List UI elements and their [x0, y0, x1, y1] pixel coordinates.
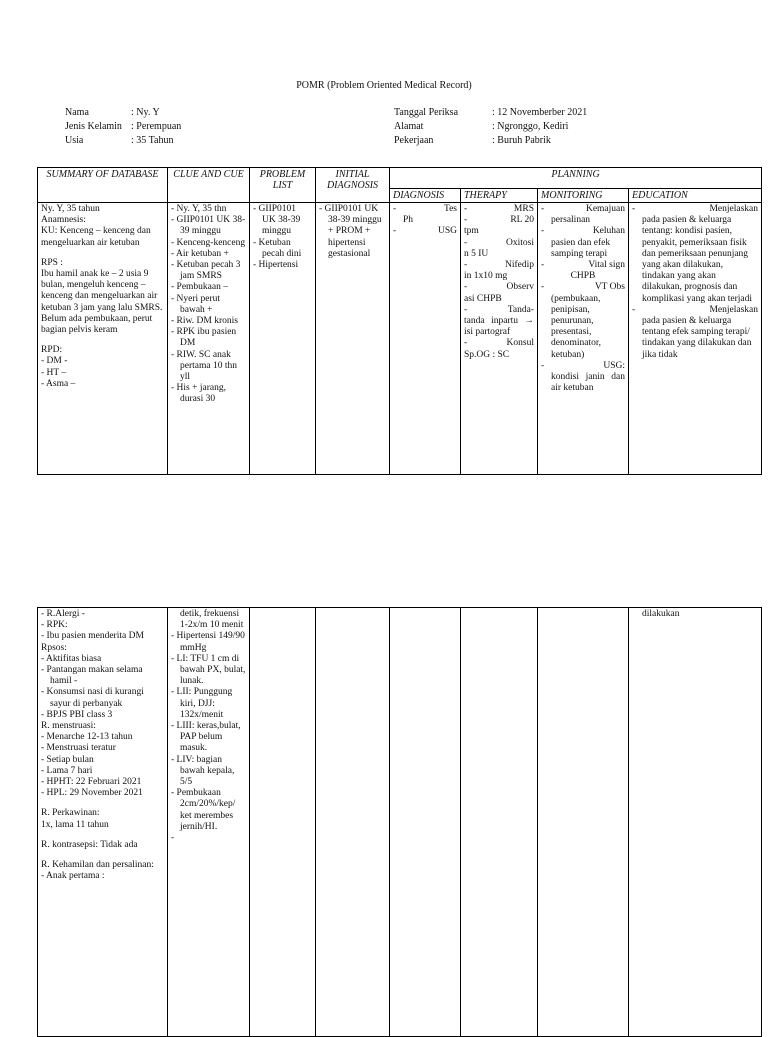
summary-rps-label: RPS : [41, 257, 63, 268]
nama-value: : Ny. Y [131, 107, 160, 118]
summary-cell [38, 203, 168, 475]
problem-list [253, 204, 312, 271]
therapy-item: - Tanda- [464, 304, 534, 315]
jenis-kelamin-value: : Perempuan [131, 121, 182, 132]
therapy-item: - Nifedip [464, 260, 534, 271]
diagnosis-cell-cont [390, 608, 461, 1037]
list-item: - Pantangan makan selama hamil - [41, 665, 164, 687]
list-item: - RIW. SC anak pertama 10 thn yll [171, 350, 246, 384]
clue-cell-cont [168, 608, 250, 1037]
monitoring-item: - Keluhan [541, 226, 625, 237]
problem-cell [250, 203, 316, 475]
list-item: - Menarche 12-13 tahun [41, 732, 164, 743]
header-education: EDUCATION [629, 189, 762, 203]
header-planning: PLANNING [390, 168, 762, 189]
list-item: - Pembukaan 2cm/20%/kep/ ket merembes jernih/HI. [171, 788, 246, 833]
education-item: - Menjelaskan [632, 304, 759, 315]
list-item: - LIII: keras,bulat, PAP belum masuk. [171, 721, 246, 755]
monitoring-item: - Kemajuan [541, 204, 625, 214]
usia-value: : 35 Tahun [131, 135, 174, 146]
monitoring-item: - Vital sign [541, 260, 625, 271]
therapy-item-cont: n 5 IU [464, 248, 489, 259]
summary-kehamilan-label: R. Kehamilan dan persalinan: [41, 860, 154, 871]
monitoring-item: - USG: [541, 360, 625, 371]
list-item: - Ketuban pecah dini [253, 238, 312, 260]
summary-menstruasi-label: R. menstruasi: [41, 721, 96, 732]
tanggal-periksa-label: Tanggal Periksa [394, 107, 459, 118]
monitoring-item-cont: CHPB [570, 271, 596, 282]
list-item: - GIIP0101 UK 38-39 minggu + PROM + hipertensi gestasional [319, 204, 386, 260]
summary-kehamilan-list [41, 871, 164, 882]
header-therapy: THERAPY [461, 189, 538, 203]
therapy-cell [461, 203, 538, 475]
list-item: - HPHT: 22 Februari 2021 [41, 777, 164, 788]
clue-cont-text: detik, frekuensi 1-2x/m 10 menit [180, 609, 244, 631]
monitoring-item: - VT Obs [541, 282, 625, 293]
therapy-item: - Konsul [464, 338, 534, 349]
pekerjaan-label: Pekerjaan [394, 135, 434, 146]
monitoring-cell-cont [538, 608, 629, 1037]
therapy-item-cont: in 1x10 mg [464, 271, 508, 282]
summary-cell-cont [38, 608, 168, 1037]
jenis-kelamin-label: Jenis Kelamin [65, 121, 122, 132]
list-item: - Lama 7 hari [41, 766, 164, 777]
list-item: - Aktifitas biasa [41, 654, 164, 665]
initial-diagnosis-list [319, 204, 386, 260]
monitoring-item-cont: pasien dan efek samping terapi [551, 237, 611, 259]
diagnosis-cell [390, 203, 461, 475]
summary-rpd-label: RPD: [41, 345, 63, 356]
therapy-item-cont: Sp.OG : SC [464, 349, 510, 360]
summary-rpsos-list [41, 654, 164, 721]
summary-rpd-list [41, 356, 164, 390]
summary-perkawinan-value: 1x, lama 11 tahun [41, 819, 109, 830]
list-item: - Anak pertama : [41, 871, 164, 882]
therapy-item: - RL 20 [464, 215, 534, 226]
education-item-cont: pada pasien & keluarga tentang efek samping terapi/ tindakan yang dilakukan dan jika tidak [642, 316, 752, 360]
summary-alergi-list [41, 609, 164, 643]
nama-label: Nama [65, 107, 89, 118]
tanggal-periksa-value: : 12 Novemberber 2021 [492, 107, 588, 118]
summary-perkawinan-label: R. Perkawinan: [41, 808, 100, 819]
list-item: - Nyeri perut bawah + [171, 294, 246, 316]
header-clue-and-cue: CLUE AND CUE [168, 168, 250, 203]
list-item: - BPJS PBI class 3 [41, 710, 164, 721]
initial-diagnosis-cell-cont [316, 608, 390, 1037]
list-item: - Setiap bulan [41, 755, 164, 766]
monitoring-cell [538, 203, 629, 475]
monitoring-item-cont: kondisi janin dan air ketuban [551, 372, 625, 394]
list-item: - RPK ibu pasien DM [171, 327, 246, 349]
list-item: - GIIP0101 UK 38-39 minggu [171, 215, 246, 237]
header-initial-diagnosis: INITIAL DIAGNOSIS [316, 168, 390, 203]
summary-rpsos-label: Rpsos: [41, 642, 67, 653]
document-title: POMR (Problem Oriented Medical Record) [296, 80, 472, 91]
header-monitoring: MONITORING [538, 189, 629, 203]
alamat-value: : Ngronggo, Kediri [492, 121, 569, 132]
summary-patient-line: Ny. Y, 35 tahun [41, 204, 100, 214]
list-item: - RPK: [41, 620, 164, 631]
problem-cell-cont [250, 608, 316, 1037]
summary-anamnesis-label: Anamnesis: [41, 215, 86, 226]
clue-cell [168, 203, 250, 475]
patient-info-right [394, 106, 587, 148]
summary-menstruasi-list [41, 732, 164, 799]
therapy-cell-cont [461, 608, 538, 1037]
diagnosis-item-cont: Ph [403, 215, 414, 226]
education-item: - Menjelaskan [632, 204, 759, 214]
list-item: - Konsumsi nasi di kurangi sayur di perbanyak [41, 687, 164, 709]
alamat-label: Alamat [394, 121, 424, 132]
therapy-item: - Observ [464, 282, 534, 293]
list-item: - HT – [41, 368, 164, 379]
list-item: - DM - [41, 356, 164, 367]
list-item: - Kenceng-kenceng [171, 238, 246, 249]
list-item: - R.Alergi - [41, 609, 164, 620]
summary-keluhan-utama: KU: Kenceng – kenceng dan mengeluarkan air ketuban [41, 226, 151, 248]
therapy-item: - Oxitosi [464, 237, 534, 248]
list-item: - Ibu pasien menderita DM [41, 631, 164, 642]
therapy-item-cont: asi CHPB [464, 293, 502, 304]
education-cell [629, 203, 762, 475]
diagnosis-item: - Tes [393, 204, 457, 214]
list-item: - LIV: bagian bawah kepala, 5/5 [171, 755, 246, 789]
patient-info-left [65, 106, 181, 148]
list-item: - GIIP0101 UK 38-39 minggu [253, 204, 312, 238]
therapy-item-cont: tpm [464, 226, 479, 237]
diagnosis-item: - USG [393, 226, 457, 237]
pomr-table-page1 [37, 167, 762, 475]
list-item: - Pembukaan – [171, 282, 246, 293]
clue-list [171, 204, 246, 406]
list-item: - LI: TFU 1 cm di bawah PX, bulat, lunak. [171, 654, 246, 688]
list-item: - LII: Punggung kiri, DJJ: 132x/menit [171, 687, 246, 721]
monitoring-item-cont: (pembukaan, penipisan, penurunan, presentasi, denominator, ketuban) [551, 293, 602, 360]
list-item: - Ny. Y, 35 thn [171, 204, 246, 215]
monitoring-item-cont: persalinan [551, 215, 591, 226]
list-item: - Asma – [41, 379, 164, 390]
therapy-item: - MRS [464, 204, 534, 214]
education-cell-cont [629, 608, 762, 1037]
header-problem-list: PROBLEM LIST [250, 168, 316, 203]
list-item: - Riw. DM kronis [171, 316, 246, 327]
education-cont-text: dilakukan [642, 609, 680, 619]
usia-label: Usia [65, 135, 84, 146]
list-item: - HPL: 29 November 2021 [41, 788, 164, 799]
summary-kontrasepsi: R. kontrasepsi: Tidak ada [41, 839, 138, 850]
header-summary: SUMMARY OF DATABASE [38, 168, 168, 203]
pomr-table-page2 [37, 607, 762, 1037]
education-item-cont: pada pasien & keluarga tentang: kondisi pasien, penyakit, pemeriksaan fisik dan pemeriksaan penunjang yang akan dilakukan, tindakan yang akan dilakukan, prognosis dan komplikasi yang akan terjadi [642, 215, 753, 304]
list-item: - Menstruasi teratur [41, 743, 164, 754]
clue-list-cont [171, 631, 246, 844]
summary-rps-text: Ibu hamil anak ke – 2 usia 9 bulan, mengeluh kenceng – kenceng dan mengeluarkan air ketuban 3 jam yang lalu SMRS. Belum ada pembukaan, perut bagian pelvis keram [41, 269, 163, 336]
list-item [171, 833, 246, 844]
pekerjaan-value: : Buruh Pabrik [492, 135, 551, 146]
initial-diagnosis-cell [316, 203, 390, 475]
list-item: - Hipertensi [253, 260, 312, 271]
list-item: - Air ketuban + [171, 249, 246, 260]
header-diagnosis: DIAGNOSIS [390, 189, 461, 203]
list-item: - Hipertensi 149/90 mmHg [171, 631, 246, 653]
therapy-item-cont: tanda inpartu → isi partograf [464, 316, 534, 338]
list-item: - Ketuban pecah 3 jam SMRS [171, 260, 246, 282]
list-item: - His + jarang, durasi 30 [171, 383, 246, 405]
